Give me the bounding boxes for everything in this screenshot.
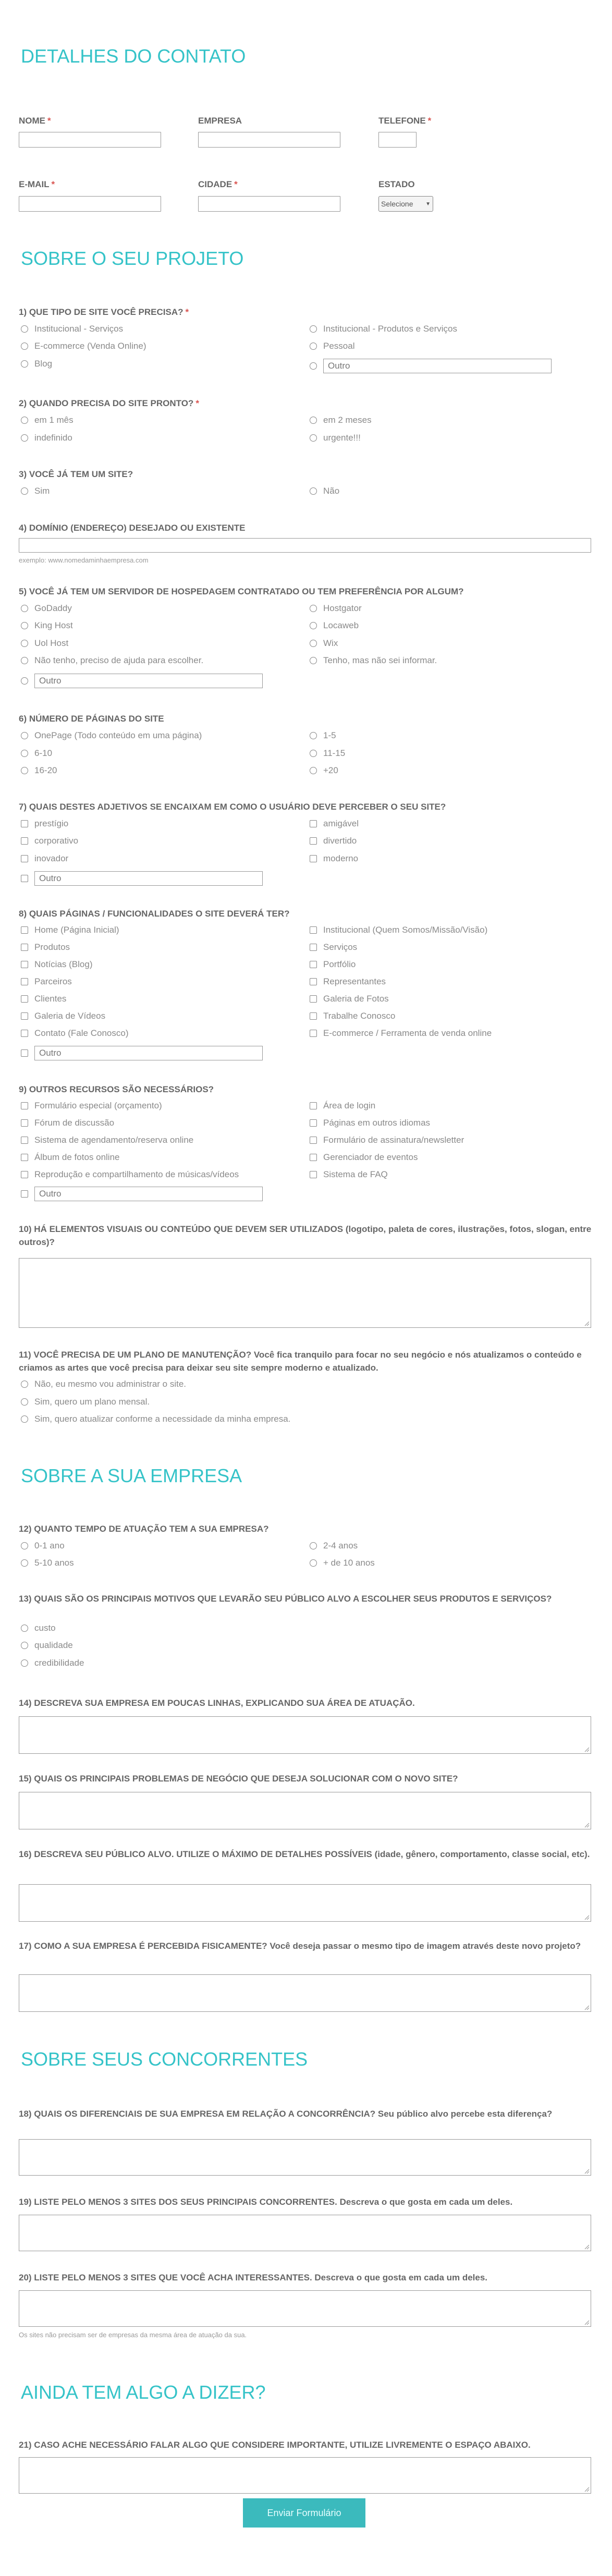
radio-icon	[21, 343, 28, 350]
checkbox-icon	[21, 961, 28, 968]
checkbox-icon	[21, 875, 28, 882]
nome-label: NOME *	[19, 116, 51, 126]
telefone-label: TELEFONE *	[378, 116, 432, 126]
q17-textarea[interactable]	[19, 1974, 591, 2012]
q2-label: 2) QUANDO PRECISA DO SITE PRONTO? *	[19, 398, 199, 408]
checkbox-icon	[21, 855, 28, 862]
estado-label: ESTADO	[378, 179, 415, 189]
checkbox-icon	[21, 820, 28, 827]
q7-option[interactable]: corporativo	[21, 836, 78, 846]
q7-other[interactable]	[21, 871, 263, 886]
q6-option[interactable]: 6-10	[21, 748, 52, 759]
q11-option[interactable]: Não, eu mesmo vou administrar o site.	[21, 1379, 186, 1389]
q5-option[interactable]: King Host	[21, 620, 73, 631]
checkbox-icon	[310, 944, 317, 951]
checkbox-icon	[310, 961, 317, 968]
q9-option[interactable]: Álbum de fotos online	[21, 1152, 120, 1163]
radio-icon	[310, 732, 317, 739]
q5-option[interactable]: Locaweb	[310, 620, 359, 631]
q7-option[interactable]: prestígio	[21, 819, 68, 829]
q8-option[interactable]: Institucional (Quem Somos/Missão/Visão)	[310, 925, 487, 935]
radio-icon	[310, 325, 317, 333]
q6-option[interactable]: +20	[310, 765, 338, 776]
radio-icon	[310, 362, 317, 370]
q8-option[interactable]: Notícias (Blog)	[21, 959, 92, 970]
cidade-input[interactable]	[198, 196, 340, 212]
radio-icon	[21, 1642, 28, 1649]
q1-option[interactable]: E-commerce (Venda Online)	[21, 341, 146, 351]
radio-icon	[310, 767, 317, 774]
q8-other[interactable]	[21, 1046, 263, 1060]
checkbox-icon	[310, 1137, 317, 1144]
q9-option[interactable]: Sistema de FAQ	[310, 1169, 388, 1180]
q20-label: 20) LISTE PELO MENOS 3 SITES QUE VOCÊ ACHA INTERESSANTES. Descreva o que gosta em cada um deles.	[19, 2273, 488, 2282]
q7-option[interactable]: inovador	[21, 853, 68, 864]
email-label: E-MAIL *	[19, 179, 55, 189]
q4-hint: exemplo: www.nomedaminhaempresa.com	[19, 556, 149, 564]
q9-option[interactable]: Formulário de assinatura/newsletter	[310, 1135, 464, 1145]
q9-other-input[interactable]: Outro	[34, 1187, 263, 1201]
q12-label: 12) QUANTO TEMPO DE ATUAÇÃO TEM A SUA EMPRESA?	[19, 1524, 269, 1534]
radio-icon	[310, 640, 317, 647]
cidade-label: CIDADE *	[198, 179, 238, 189]
q2-option[interactable]: indefinido	[21, 433, 72, 443]
resize-handle-icon[interactable]	[583, 1746, 590, 1752]
q5-label: 5) VOCÊ JÁ TEM UM SERVIDOR DE HOSPEDAGEM CONTRATADO OU TEM PREFERÊNCIA POR ALGUM?	[19, 587, 464, 596]
q5-other-input[interactable]: Outro	[34, 674, 263, 688]
q2-option[interactable]: urgente!!!	[310, 433, 361, 443]
radio-icon	[310, 1559, 317, 1567]
checkbox-icon	[21, 1171, 28, 1178]
resize-handle-icon[interactable]	[583, 2004, 590, 2010]
resize-handle-icon[interactable]	[583, 2486, 590, 2492]
telefone-input[interactable]	[378, 132, 417, 148]
q1-label: 1) QUE TIPO DE SITE VOCÊ PRECISA? *	[19, 307, 189, 317]
radio-icon	[21, 605, 28, 612]
checkbox-icon	[310, 978, 317, 985]
q2-option[interactable]: em 1 mês	[21, 415, 74, 425]
q7-option[interactable]: moderno	[310, 853, 358, 864]
radio-icon	[21, 640, 28, 647]
empresa-input[interactable]	[198, 132, 340, 148]
q12-option[interactable]: 5-10 anos	[21, 1558, 74, 1568]
q19-label: 19) LISTE PELO MENOS 3 SITES DOS SEUS PRINCIPAIS CONCORRENTES. Descreva o que gosta em cada um deles.	[19, 2197, 513, 2207]
radio-icon	[310, 487, 317, 495]
checkbox-icon	[21, 1190, 28, 1198]
q9-option[interactable]: Formulário especial (orçamento)	[21, 1101, 162, 1111]
email-input[interactable]	[19, 196, 161, 212]
checkbox-icon	[310, 837, 317, 845]
q11-option[interactable]: Sim, quero atualizar conforme a necessidade da minha empresa.	[21, 1414, 290, 1424]
radio-icon	[21, 677, 28, 685]
checkbox-icon	[310, 855, 317, 862]
q8-option[interactable]: Contato (Fale Conosco)	[21, 1028, 128, 1039]
radio-icon	[21, 622, 28, 629]
radio-icon	[310, 343, 317, 350]
checkbox-icon	[21, 1154, 28, 1161]
q3-option[interactable]: Não	[310, 486, 339, 496]
resize-handle-icon[interactable]	[583, 1914, 590, 1920]
q3-option[interactable]: Sim	[21, 486, 50, 496]
radio-icon	[21, 1559, 28, 1567]
q8-option[interactable]: Representantes	[310, 976, 386, 987]
q16-label: 16) DESCREVA SEU PÚBLICO ALVO. UTILIZE O MÁXIMO DE DETALHES POSSÍVEIS (idade, gênero, comportamento, classe social, etc).	[19, 1849, 590, 1859]
q1-option[interactable]: Institucional - Produtos e Serviços	[310, 324, 457, 334]
radio-icon	[21, 732, 28, 739]
q13-label: 13) QUAIS SÃO OS PRINCIPAIS MOTIVOS QUE LEVARÃO SEU PÚBLICO ALVO A ESCOLHER SEUS PRODUTOS E SERVIÇOS?	[19, 1594, 552, 1604]
q8-option[interactable]: Parceiros	[21, 976, 72, 987]
radio-icon	[21, 1659, 28, 1667]
q5-option[interactable]: GoDaddy	[21, 603, 72, 614]
q15-label: 15) QUAIS OS PRINCIPAIS PROBLEMAS DE NEGÓCIO QUE DESEJA SOLUCIONAR COM O NOVO SITE?	[19, 1774, 458, 1784]
radio-icon	[21, 325, 28, 333]
q1-option[interactable]: Institucional - Serviços	[21, 324, 123, 334]
estado-select[interactable]	[378, 196, 433, 212]
q9-option[interactable]: Reprodução e compartilhamento de músicas/vídeos	[21, 1169, 239, 1180]
checkbox-icon	[310, 1102, 317, 1109]
q7-label: 7) QUAIS DESTES ADJETIVOS SE ENCAIXAM EM COMO O USUÁRIO DEVE PERCEBER O SEU SITE?	[19, 802, 446, 812]
radio-icon	[310, 605, 317, 612]
q8-option[interactable]: Galeria de Fotos	[310, 994, 389, 1004]
q20-hint: Os sites não precisam ser de empresas da mesma área de atuação da sua.	[19, 2331, 247, 2339]
q7-option[interactable]: amigável	[310, 819, 359, 829]
q7-option[interactable]: divertido	[310, 836, 357, 846]
resize-handle-icon[interactable]	[583, 1822, 590, 1828]
q8-option[interactable]: Serviços	[310, 942, 357, 953]
q9-option[interactable]: Sistema de agendamento/reserva online	[21, 1135, 193, 1145]
q14-textarea[interactable]	[19, 1716, 591, 1754]
q16-textarea[interactable]	[19, 1884, 591, 1922]
q8-label: 8) QUAIS PÁGINAS / FUNCIONALIDADES O SITE DEVERÁ TER?	[19, 909, 290, 919]
q19-textarea[interactable]	[19, 2215, 591, 2251]
checkbox-icon	[310, 926, 317, 934]
radio-icon	[21, 487, 28, 495]
resize-handle-icon[interactable]	[583, 2243, 590, 2250]
q9-option[interactable]: Área de login	[310, 1101, 375, 1111]
q12-option[interactable]: 2-4 anos	[310, 1541, 358, 1551]
checkbox-icon	[21, 1102, 28, 1109]
checkbox-icon	[310, 1119, 317, 1127]
q12-option[interactable]: + de 10 anos	[310, 1558, 375, 1568]
q2-option[interactable]: em 2 meses	[310, 415, 372, 425]
q9-option[interactable]: Fórum de discussão	[21, 1118, 114, 1128]
q20-textarea[interactable]	[19, 2290, 591, 2327]
estado-select-value: Selecione	[381, 200, 413, 208]
q8-option[interactable]: Clientes	[21, 994, 66, 1004]
checkbox-icon	[21, 1012, 28, 1020]
q5-option[interactable]: Tenho, mas não sei informar.	[310, 655, 437, 666]
q8-other-input[interactable]: Outro	[34, 1046, 263, 1060]
q8-option[interactable]: Trabalhe Conosco	[310, 1011, 395, 1021]
q1-option[interactable]: Blog	[21, 359, 52, 369]
q5-option[interactable]: Hostgator	[310, 603, 362, 614]
section-title-project: SOBRE O SEU PROJETO	[21, 248, 244, 269]
q3-label: 3) VOCÊ JÁ TEM UM SITE?	[19, 469, 133, 479]
q9-other[interactable]	[21, 1187, 263, 1201]
q1-other[interactable]	[310, 359, 552, 373]
q6-option[interactable]: 16-20	[21, 765, 57, 776]
radio-icon	[21, 434, 28, 442]
q6-option[interactable]: 11-15	[310, 748, 345, 759]
radio-icon	[21, 360, 28, 368]
q13-option[interactable]: qualidade	[21, 1640, 73, 1651]
q6-label: 6) NÚMERO DE PÁGINAS DO SITE	[19, 714, 164, 724]
empresa-label: EMPRESA	[198, 116, 242, 126]
checkbox-icon	[310, 1012, 317, 1020]
section-title-contact: DETALHES DO CONTATO	[21, 45, 246, 67]
q15-textarea[interactable]	[19, 1792, 591, 1829]
q18-textarea[interactable]	[19, 2139, 591, 2176]
section-title-company: SOBRE A SUA EMPRESA	[21, 1465, 242, 1486]
checkbox-icon	[21, 1049, 28, 1057]
chevron-down-icon: ▼	[425, 201, 431, 207]
checkbox-icon	[310, 995, 317, 1003]
radio-icon	[310, 622, 317, 629]
q8-option[interactable]: Produtos	[21, 942, 70, 953]
q21-label: 21) CASO ACHE NECESSÁRIO FALAR ALGO QUE CONSIDERE IMPORTANTE, UTILIZE LIVREMENTE O ESPAÇO ABAIXO.	[19, 2440, 531, 2450]
q1-option[interactable]: Pessoal	[310, 341, 354, 351]
q5-option[interactable]: Uol Host	[21, 638, 68, 649]
section-title-more: AINDA TEM ALGO A DIZER?	[21, 2382, 266, 2403]
radio-icon	[21, 767, 28, 774]
radio-icon	[21, 1398, 28, 1406]
radio-icon	[21, 1625, 28, 1632]
q7-other-input[interactable]: Outro	[34, 871, 263, 886]
checkbox-icon	[21, 926, 28, 934]
q21-textarea[interactable]	[19, 2457, 591, 2494]
q10-textarea[interactable]	[19, 1258, 591, 1328]
radio-icon	[21, 750, 28, 757]
radio-icon	[310, 750, 317, 757]
checkbox-icon	[310, 1030, 317, 1037]
checkbox-icon	[21, 1030, 28, 1037]
nome-input[interactable]	[19, 132, 161, 148]
q13-option[interactable]: custo	[21, 1623, 56, 1633]
resize-handle-icon[interactable]	[583, 2168, 590, 2174]
radio-icon	[21, 417, 28, 424]
resize-handle-icon[interactable]	[583, 2319, 590, 2325]
q1-other-input[interactable]: Outro	[323, 359, 552, 373]
radio-icon	[310, 417, 317, 424]
checkbox-icon	[21, 995, 28, 1003]
q4-label: 4) DOMÍNIO (ENDEREÇO) DESEJADO OU EXISTENTE	[19, 523, 246, 533]
q14-label: 14) DESCREVA SUA EMPRESA EM POUCAS LINHAS, EXPLICANDO SUA ÁREA DE ATUAÇÃO.	[19, 1698, 415, 1708]
q18-label: 18) QUAIS OS DIFERENCIAIS DE SUA EMPRESA EM RELAÇÃO A CONCORRÊNCIA? Seu público alvo percebe esta diferença?	[19, 2109, 553, 2119]
q6-option[interactable]: 1-5	[310, 730, 336, 741]
radio-icon	[21, 1415, 28, 1423]
q17-label: 17) COMO A SUA EMPRESA É PERCEBIDA FISICAMENTE? Você deseja passar o mesmo tipo de imagem através deste novo projeto?	[19, 1941, 581, 1951]
q8-option[interactable]: Galeria de Vídeos	[21, 1011, 105, 1021]
checkbox-icon	[310, 820, 317, 827]
radio-icon	[310, 434, 317, 442]
radio-icon	[21, 1542, 28, 1549]
q11-option[interactable]: Sim, quero um plano mensal.	[21, 1397, 150, 1407]
q8-option[interactable]: Home (Página Inicial)	[21, 925, 119, 935]
q5-other[interactable]	[21, 674, 263, 688]
radio-icon	[310, 1542, 317, 1549]
checkbox-icon	[21, 1119, 28, 1127]
radio-icon	[310, 657, 317, 664]
radio-icon	[21, 657, 28, 664]
q5-option[interactable]: Não tenho, preciso de ajuda para escolher.	[21, 655, 203, 666]
radio-icon	[21, 1381, 28, 1388]
checkbox-icon	[21, 837, 28, 845]
checkbox-icon	[21, 978, 28, 985]
submit-button[interactable]: Enviar Formulário	[243, 2498, 365, 2528]
resize-handle-icon[interactable]	[583, 1320, 590, 1326]
q9-label: 9) OUTROS RECURSOS SÃO NECESSÁRIOS?	[19, 1084, 214, 1094]
domain-input[interactable]	[19, 538, 591, 553]
q10-label: 10) HÁ ELEMENTOS VISUAIS OU CONTEÚDO QUE DEVEM SER UTILIZADOS (logotipo, paleta de cores, ilustrações, fotos, slogan, entre outros)?	[19, 1224, 592, 1247]
q8-option[interactable]: E-commerce / Ferramenta de venda online	[310, 1028, 492, 1039]
q8-option[interactable]: Portfólio	[310, 959, 356, 970]
checkbox-icon	[21, 944, 28, 951]
q13-option[interactable]: credibilidade	[21, 1658, 84, 1668]
checkbox-icon	[21, 1137, 28, 1144]
checkbox-icon	[310, 1154, 317, 1161]
q6-option[interactable]: OnePage (Todo conteúdo em uma página)	[21, 730, 202, 741]
section-title-competitors: SOBRE SEUS CONCORRENTES	[21, 2048, 308, 2070]
q12-option[interactable]: 0-1 ano	[21, 1541, 65, 1551]
q9-option[interactable]: Gerenciador de eventos	[310, 1152, 418, 1163]
q5-option[interactable]: Wix	[310, 638, 338, 649]
checkbox-icon	[310, 1171, 317, 1178]
q9-option[interactable]: Páginas em outros idiomas	[310, 1118, 430, 1128]
q11-label: 11) VOCÊ PRECISA DE UM PLANO DE MANUTENÇÃO? Você fica tranquilo para focar no seu negócio e nós atualizamos o conteúdo e criamos as artes que você precisa para deixar seu site sempre moderno e atualizado.	[19, 1350, 582, 1373]
